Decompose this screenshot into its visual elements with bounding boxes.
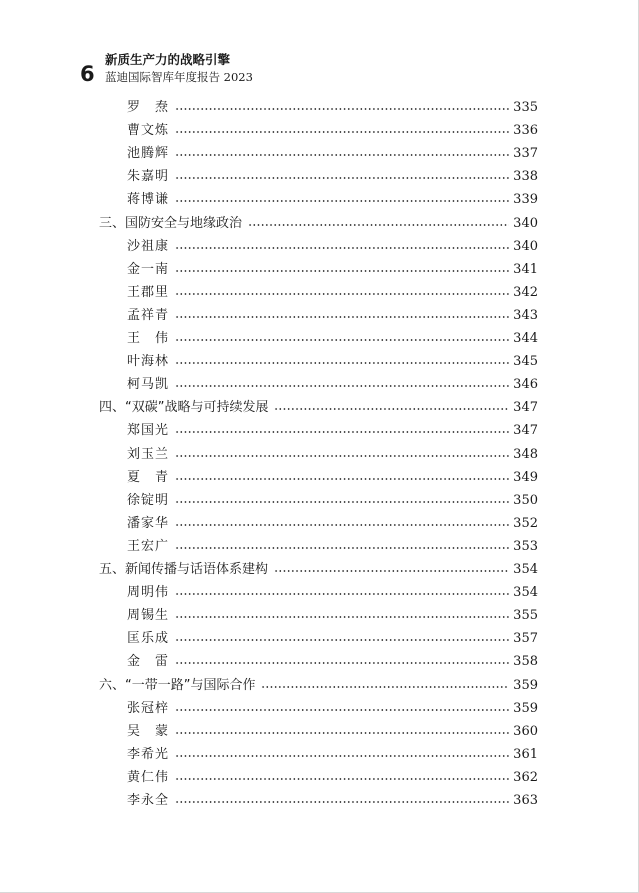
dot-leader: [175, 177, 509, 179]
toc-page-number: 339: [513, 192, 538, 208]
dot-leader: [175, 293, 509, 295]
author-name: 王宏广: [127, 538, 170, 554]
toc-page-number: 340: [513, 238, 538, 254]
section-title: 三、国防安全与地缘政治: [99, 215, 243, 231]
toc-entry: [127, 419, 538, 442]
toc-page-number: 335: [513, 100, 538, 115]
toc-page-number: 346: [513, 377, 538, 393]
author-name: 郑国光: [127, 423, 170, 439]
toc-entry: [127, 512, 538, 535]
dot-leader: [175, 131, 509, 133]
toc-entry: [127, 697, 538, 720]
author-name: 叶海林: [127, 354, 170, 370]
author-name: 金 雷: [127, 654, 170, 670]
toc-entry: [127, 281, 538, 304]
toc-page-number: 350: [513, 492, 538, 508]
book-title: 新质生产力的战略引擎: [105, 52, 231, 67]
toc-page-number: 336: [513, 123, 538, 139]
toc-page-number: 363: [513, 793, 538, 808]
toc-entry: [127, 581, 538, 604]
toc-page-number: 360: [513, 723, 538, 739]
author-name: 孟祥青: [127, 307, 170, 323]
dot-leader: [175, 362, 509, 364]
toc-page-number: 343: [513, 307, 538, 323]
author-name: 王郡里: [127, 284, 170, 300]
dot-leader: [175, 339, 509, 341]
toc-page-number: 347: [513, 423, 538, 439]
toc-section-heading: [99, 212, 538, 235]
toc-entry: [127, 650, 538, 673]
author-name: 罗 焘: [127, 100, 170, 115]
toc-page-number: 358: [513, 654, 538, 670]
running-header: [80, 52, 480, 92]
toc-entry: [127, 743, 538, 766]
toc-section-heading: [99, 558, 538, 581]
dot-leader: [175, 709, 509, 711]
toc-page-number: 338: [513, 169, 538, 185]
toc-page-number: 357: [513, 631, 538, 647]
table-of-contents: [0, 96, 639, 816]
dot-leader: [175, 501, 509, 503]
toc-entry: [127, 535, 538, 558]
author-name: 李永全: [127, 793, 170, 808]
toc-entry: [127, 188, 538, 211]
dot-leader: [175, 801, 509, 803]
toc-page-number: 352: [513, 515, 538, 531]
toc-entry: [127, 327, 538, 350]
toc-page-number: 348: [513, 446, 538, 462]
author-name: 夏 青: [127, 469, 170, 485]
toc-page-number: 344: [513, 331, 538, 346]
author-name: 曹文炼: [127, 123, 170, 139]
dot-leader: [175, 755, 509, 757]
toc-entry: [127, 96, 538, 119]
toc-page-number: 359: [513, 700, 538, 716]
toc-page-number: 341: [513, 261, 538, 277]
toc-entry: [127, 789, 538, 812]
dot-leader: [175, 732, 509, 734]
toc-page-number: 349: [513, 469, 538, 485]
author-name: 匡乐成: [127, 631, 170, 647]
toc-entry: [127, 627, 538, 650]
dot-leader: [175, 616, 509, 618]
toc-entry: [127, 142, 538, 165]
dot-leader: [175, 200, 509, 202]
toc-entry: [127, 119, 538, 142]
dot-leader: [175, 108, 509, 110]
author-name: 王 伟: [127, 331, 170, 346]
section-title: 五、新闻传播与话语体系建构: [99, 562, 269, 577]
author-name: 徐锭明: [127, 492, 170, 508]
toc-page-number: 337: [513, 146, 538, 162]
author-name: 周明伟: [127, 585, 170, 601]
toc-page-number: 355: [513, 608, 538, 624]
author-name: 吴 蒙: [127, 723, 170, 739]
toc-page-number: 354: [513, 562, 538, 577]
author-name: 潘家华: [127, 515, 170, 531]
author-name: 李希光: [127, 746, 170, 762]
toc-entry: [127, 165, 538, 188]
dot-leader: [175, 316, 509, 318]
section-title: 六、“一带一路”与国际合作: [99, 677, 256, 693]
dot-leader: [175, 524, 509, 526]
dot-leader: [175, 455, 509, 457]
dot-leader: [175, 547, 509, 549]
toc-section-heading: [99, 396, 538, 419]
author-name: 蒋博谦: [127, 192, 170, 208]
toc-entry: [127, 489, 538, 512]
dot-leader: [175, 639, 509, 641]
dot-leader: [175, 385, 509, 387]
dot-leader: [274, 570, 509, 572]
dot-leader: [175, 247, 509, 249]
author-name: 周锡生: [127, 608, 170, 624]
toc-entry: [127, 720, 538, 743]
author-name: 沙祖康: [127, 238, 170, 254]
toc-entry: [127, 235, 538, 258]
dot-leader: [175, 662, 509, 664]
toc-page-number: 342: [513, 284, 538, 300]
toc-entry: [127, 443, 538, 466]
toc-entry: [127, 373, 538, 396]
author-name: 刘玉兰: [127, 446, 170, 462]
author-name: 黄仁伟: [127, 769, 170, 785]
toc-page-number: 354: [513, 585, 538, 601]
author-name: 张冠梓: [127, 700, 170, 716]
toc-page-number: 340: [513, 215, 538, 231]
toc-entry: [127, 466, 538, 489]
dot-leader: [175, 478, 509, 480]
toc-page-number: 359: [513, 677, 538, 693]
toc-page-number: 361: [513, 746, 538, 762]
author-name: 朱嘉明: [127, 169, 170, 185]
page-number: 6: [80, 62, 95, 86]
dot-leader: [175, 431, 509, 433]
author-name: 金一南: [127, 261, 170, 277]
dot-leader: [175, 270, 509, 272]
dot-leader: [175, 778, 509, 780]
dot-leader: [261, 686, 509, 688]
toc-page-number: 362: [513, 769, 538, 785]
toc-page-number: 345: [513, 354, 538, 370]
toc-page-number: 353: [513, 538, 538, 554]
dot-leader: [274, 408, 509, 410]
section-title: 四、“双碳”战略与可持续发展: [99, 400, 269, 416]
dot-leader: [175, 154, 509, 156]
toc-page-number: 347: [513, 400, 538, 416]
author-name: 池腾辉: [127, 146, 170, 162]
author-name: 柯马凯: [127, 377, 170, 393]
toc-entry: [127, 350, 538, 373]
toc-entry: [127, 258, 538, 281]
toc-entry: [127, 304, 538, 327]
toc-entry: [127, 604, 538, 627]
dot-leader: [248, 224, 509, 226]
toc-section-heading: [99, 674, 538, 697]
book-subtitle: 蓝迪国际智库年度报告 2023: [105, 70, 253, 84]
toc-entry: [127, 766, 538, 789]
dot-leader: [175, 593, 509, 595]
